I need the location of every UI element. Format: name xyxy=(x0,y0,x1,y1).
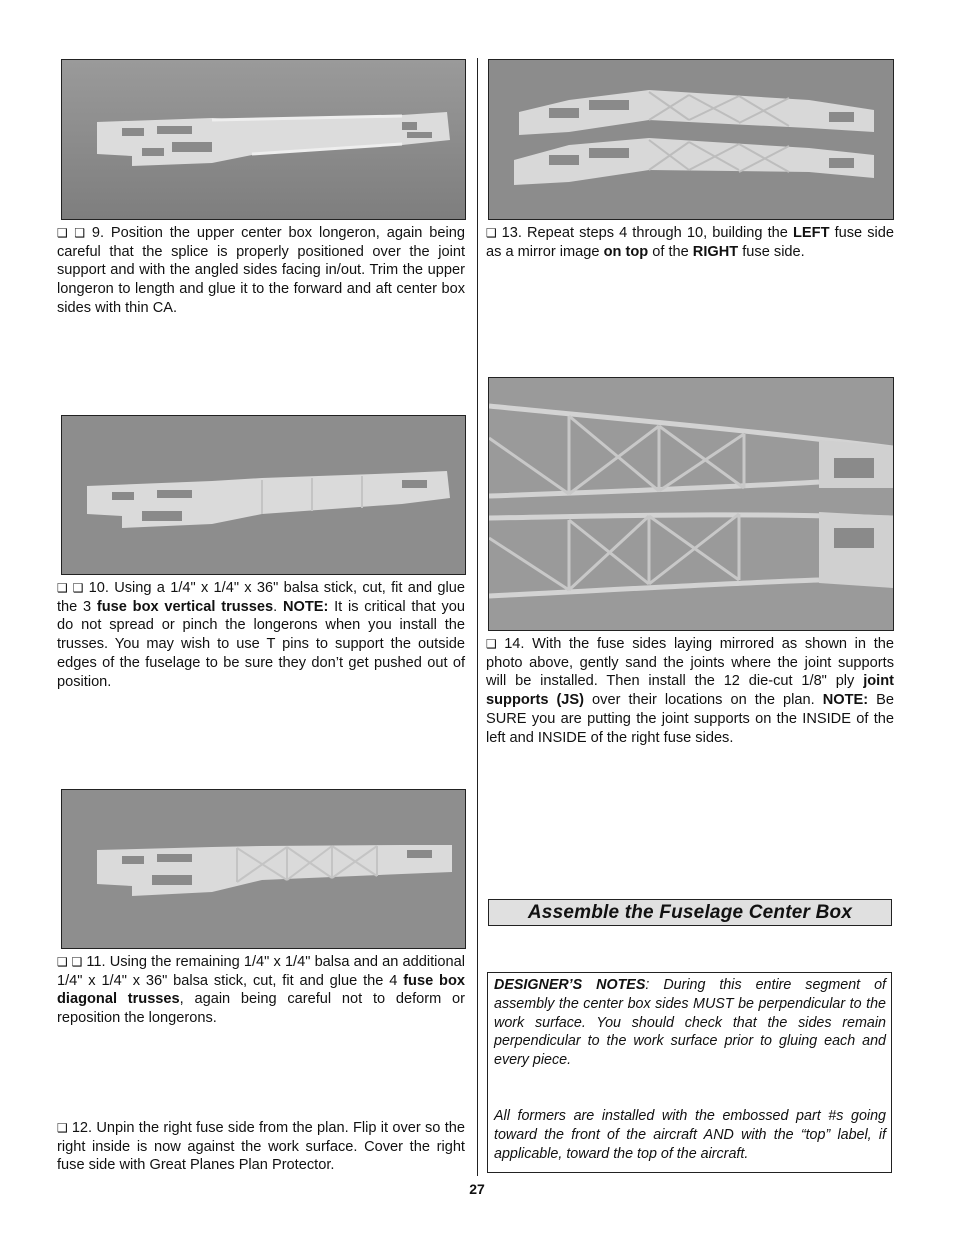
step-9-text xyxy=(57,224,465,318)
body-text: fuse side as a mirror image xyxy=(486,225,895,260)
checkbox-icon: ❑ xyxy=(486,226,502,240)
step-11-text xyxy=(57,953,465,1028)
checkbox-icon: ❑ ❑ xyxy=(57,581,89,595)
checkbox-icon: ❑ ❑ xyxy=(57,955,87,969)
designer-notes-label: DESIGNER’S NOTES xyxy=(494,977,646,993)
body-text: fuse side. xyxy=(738,243,805,260)
designer-notes-paragraph-1 xyxy=(494,976,886,1070)
body-text: 12. Unpin the right fuse side from the plan. Flip it over so the right inside is now against the work surface. Cover the right fuse side with Great Planes Plan Protector. xyxy=(57,1120,465,1174)
body-text: . xyxy=(273,598,283,615)
body-text: 14. With the fuse sides laying mirrored as shown in the photo above, gently sand the joints where the joint supports will be installed. Then install the 12 die-cut 1/8" ply xyxy=(486,636,894,690)
designer-notes-paragraph-2: All formers are installed with the embossed part #s going toward the front of the aircraft AND with the “top” label, if applicable, toward the top of the aircraft. xyxy=(494,1107,886,1162)
body-text: It is critical that you do not spread or pinch the longerons when you install the trusses. You may wish to use T pins to support the outside edges of the fuselage to be sure they don’t get pushed out of position. xyxy=(57,598,465,690)
body-text: 9. Position the upper center box longeron, again being careful that the splice is properly positioned over the joint support and with the angled sides facing in/out. Trim the upper longeron to length and glue it to the forward and aft center box sides with thin CA. xyxy=(57,225,466,316)
photo-step-9 xyxy=(61,59,466,220)
body-text: of the xyxy=(648,243,693,260)
photo-step-14 xyxy=(488,377,894,631)
checkbox-icon: ❑ xyxy=(57,1121,72,1135)
body-text: 13. Repeat steps 4 through 10, building the xyxy=(501,225,793,241)
column-divider xyxy=(477,58,478,1176)
emphasis-text: on top xyxy=(603,243,649,260)
emphasis-text: RIGHT xyxy=(692,243,739,260)
body-text: over their locations on the plan. xyxy=(584,692,823,709)
emphasis-text: NOTE: xyxy=(822,692,869,709)
checkbox-icon: ❑ ❑ xyxy=(57,226,92,240)
body-text: , again being careful not to deform or reposition the longerons. xyxy=(57,991,465,1027)
photo-step-11 xyxy=(61,789,466,949)
designer-notes-text-1: : During this entire segment of assembly the center box sides MUST be perpendicular to the work surface. You should check that the sides remain perpendicular to the work surface prior to gluing each and every piece. xyxy=(494,977,887,1069)
emphasis-text: LEFT xyxy=(793,225,830,241)
step-14-text xyxy=(486,635,894,747)
photo-step-13 xyxy=(488,59,894,220)
section-heading: Assemble the Fuselage Center Box xyxy=(527,902,853,923)
body-text: 10. Using a 1/4" x 1/4" x 36" balsa stick, cut, fit and glue the 3 xyxy=(57,580,465,615)
page-number: 27 xyxy=(469,1181,485,1197)
emphasis-text: fuse box diagonal trusses xyxy=(57,972,465,1008)
body-text: 11. Using the remaining 1/4" x 1/4" balsa and an additional 1/4" x 1/4" x 36" balsa stick, cut, fit and glue the 4 xyxy=(57,954,465,989)
emphasis-text: joint supports (JS) xyxy=(486,673,894,709)
photo-step-10 xyxy=(61,415,466,575)
emphasis-text: fuse box vertical trusses xyxy=(96,598,274,615)
body-text: Be SURE you are putting the joint supports on the INSIDE of the left and INSIDE of the right fuse sides. xyxy=(486,692,894,746)
step-13-text xyxy=(486,224,894,261)
emphasis-text: NOTE: xyxy=(282,598,329,615)
checkbox-icon: ❑ xyxy=(486,637,505,651)
step-10-text xyxy=(57,579,465,691)
section-heading-box xyxy=(488,899,892,926)
step-12-text xyxy=(57,1119,465,1175)
designer-notes-box xyxy=(487,972,892,1173)
